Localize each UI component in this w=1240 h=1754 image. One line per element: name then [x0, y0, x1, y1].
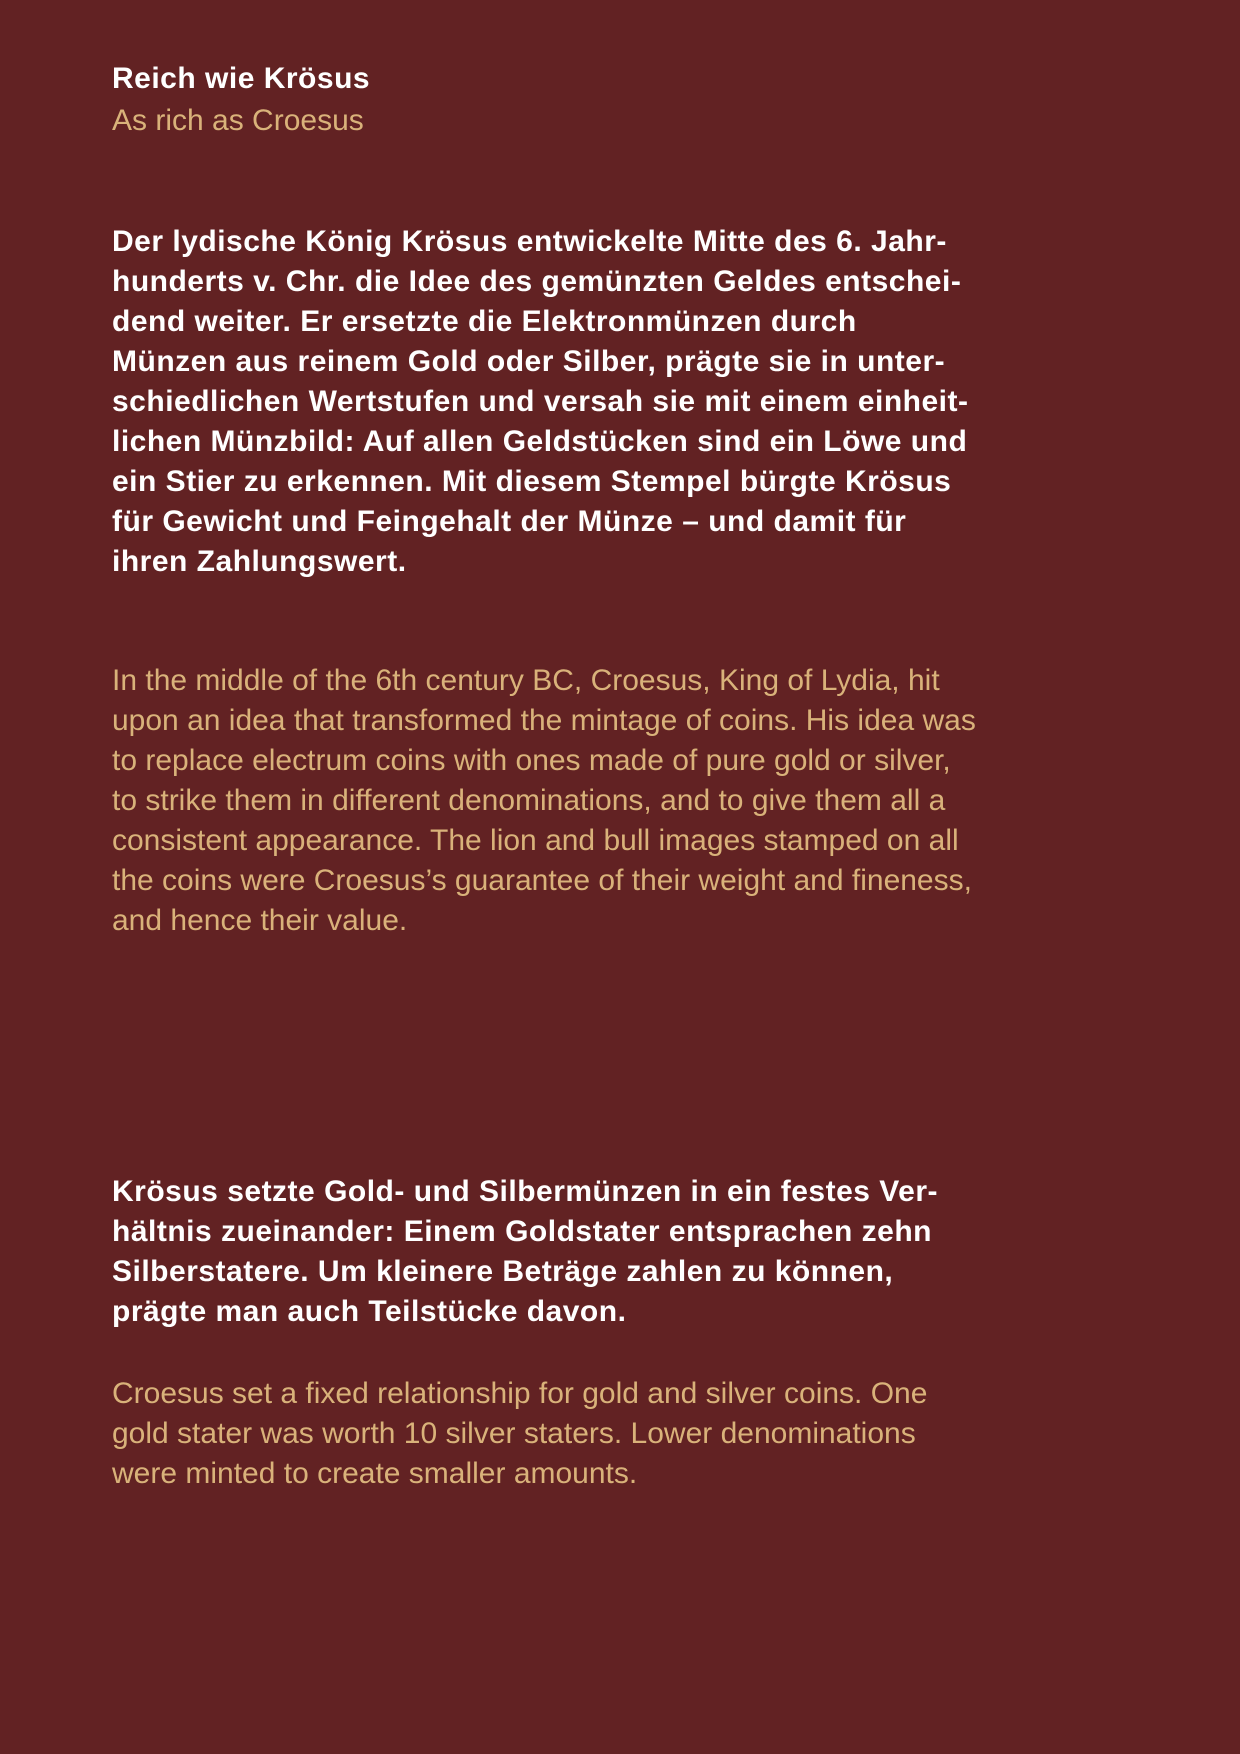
section2-german-line: Krösus setzte Gold- und Silbermünzen in ein festes Ver- — [112, 1175, 938, 1208]
section2-german-paragraph — [112, 1172, 938, 1332]
section1-german-line: Der lydische König Krösus entwickelte Mitte des 6. Jahr- — [112, 225, 947, 258]
section1-english-paragraph — [112, 661, 976, 941]
section1-german-line: für Gewicht und Feingehalt der Münze – und damit für — [112, 505, 907, 538]
section2-english-paragraph — [112, 1374, 927, 1494]
title-english: As rich as Croesus — [112, 104, 364, 137]
section2-english-line: were minted to create smaller amounts. — [112, 1457, 638, 1490]
section2-german-line: prägte man auch Teilstücke davon. — [112, 1295, 627, 1328]
title-german: Reich wie Krösus — [112, 62, 371, 95]
section1-german-line: Münzen aus reinem Gold oder Silber, prägte sie in unter- — [112, 345, 946, 378]
section1-german-paragraph — [112, 222, 969, 582]
section1-german-line: ein Stier zu erkennen. Mit diesem Stempel bürgte Krösus — [112, 465, 952, 498]
section2-german-line: Silberstatere. Um kleinere Beträge zahlen zu können, — [112, 1255, 894, 1288]
section1-german-line: hunderts v. Chr. die Idee des gemünzten Geldes entschei- — [112, 265, 962, 298]
section1-english-line: In the middle of the 6th century BC, Croesus, King of Lydia, hit — [112, 664, 940, 697]
section1-german-line: lichen Münzbild: Auf allen Geldstücken sind ein Löwe und — [112, 425, 968, 458]
section1-english-line: to strike them in different denominations, and to give them all a — [112, 784, 946, 817]
section2-english-line: gold stater was worth 10 silver staters. Lower denominations — [112, 1417, 916, 1450]
section1-english-line: consistent appearance. The lion and bull images stamped on all — [112, 824, 959, 857]
section2-german-line: hältnis zueinander: Einem Goldstater entsprachen zehn — [112, 1215, 932, 1248]
section1-german-line: dend weiter. Er ersetzte die Elektronmünzen durch — [112, 305, 857, 338]
section1-german-line: schiedlichen Wertstufen und versah sie mit einem einheit- — [112, 385, 969, 418]
section1-german-line: ihren Zahlungswert. — [112, 545, 407, 578]
section2-english-line: Croesus set a fixed relationship for gold and silver coins. One — [112, 1377, 928, 1410]
section1-english-line: the coins were Croesus’s guarantee of their weight and fineness, — [112, 864, 972, 897]
section1-english-line: upon an idea that transformed the mintage of coins. His idea was — [112, 704, 976, 737]
section1-english-line: to replace electrum coins with ones made of pure gold or silver, — [112, 744, 951, 777]
section1-english-line: and hence their value. — [112, 904, 408, 937]
